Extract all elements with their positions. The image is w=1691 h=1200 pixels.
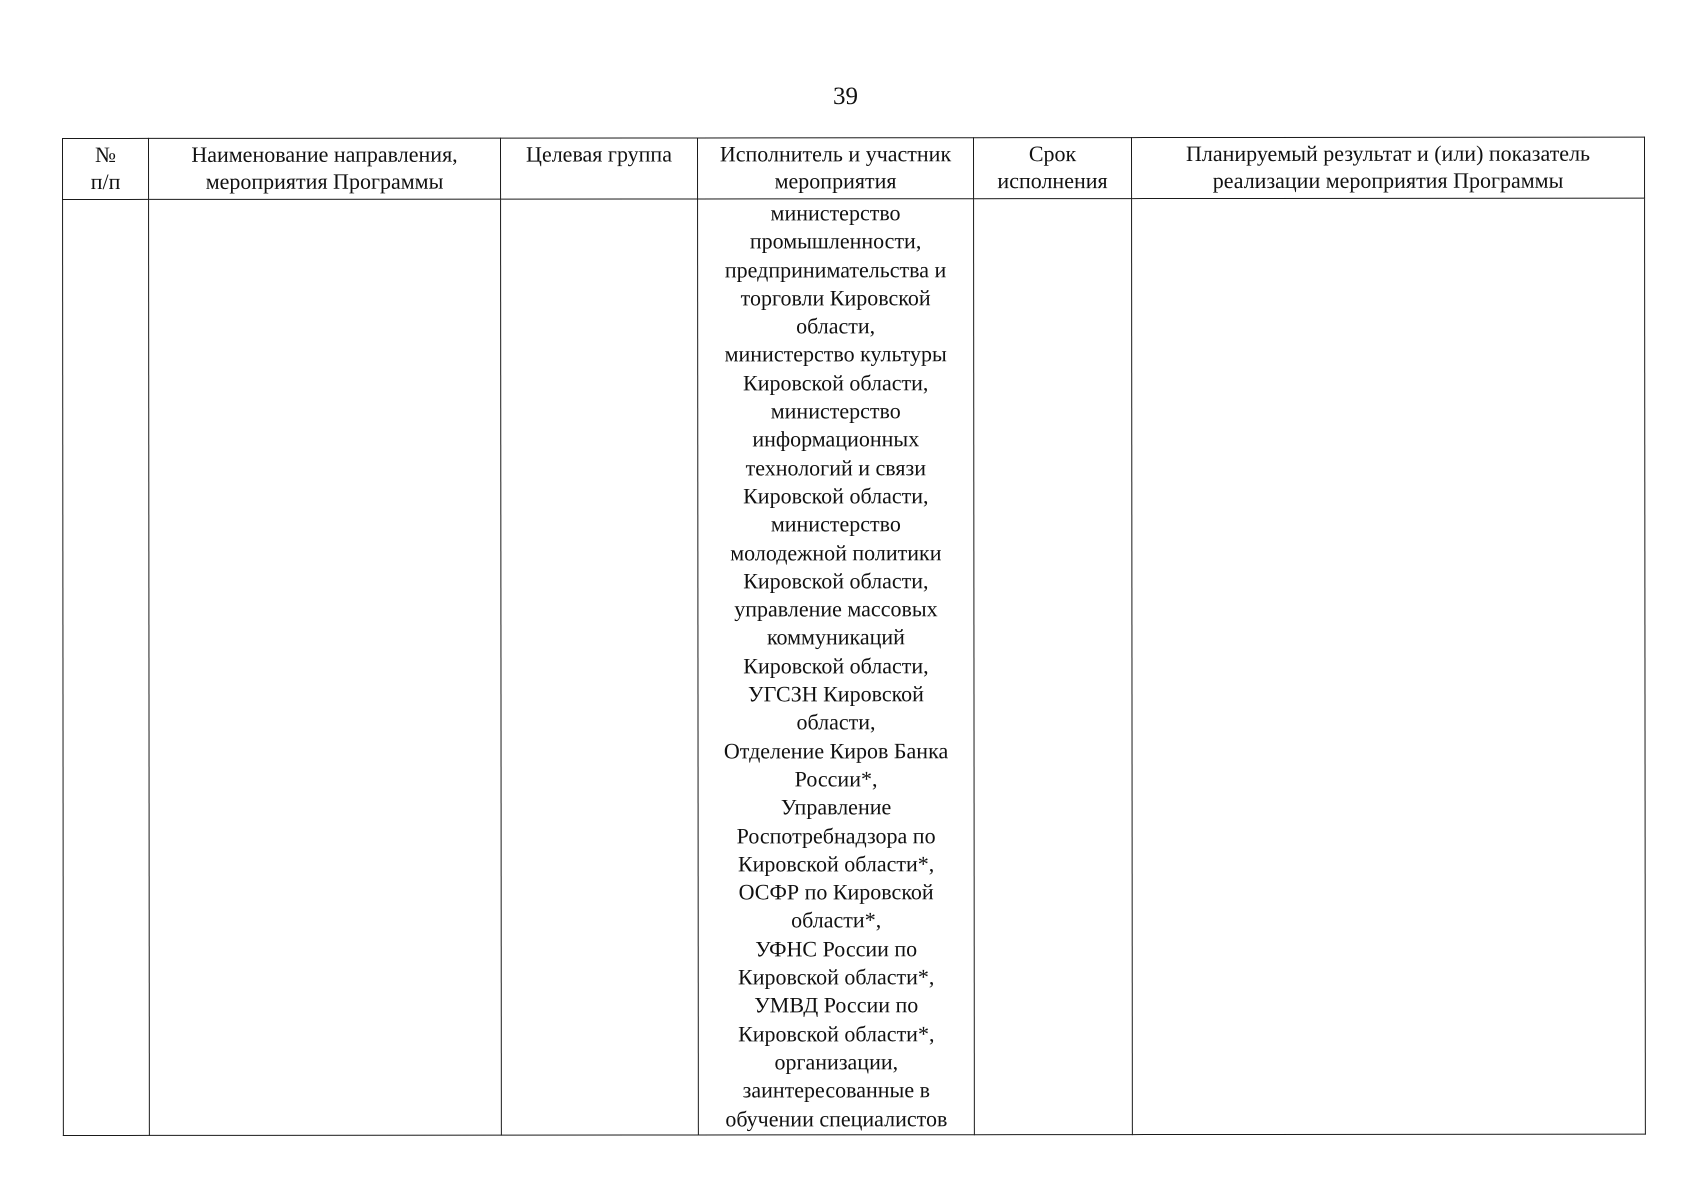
header-target-group [501,138,698,199]
executor-line: области*, [791,907,882,933]
executor-line: молодежной политики [730,539,942,565]
executor-line: технологий и связи [745,454,926,481]
executor-line: области, [796,709,876,735]
header-line: исполнения [997,168,1108,194]
header-line: Исполнитель и участник [719,141,952,167]
executor-line: Роспотребнадзора по [736,822,936,848]
executor-line: предпринимательства и [724,256,947,283]
header-measure-name [149,138,501,199]
header-line: мероприятия Программы [205,168,444,194]
executor-line: Отделение Киров Банка [723,737,949,764]
cell-number [63,199,150,1135]
executor-line: Кировской области, [743,483,929,509]
header-line: № [95,141,117,167]
executor-line: Кировской области*, [737,851,935,877]
executor-line: УФНС России по [755,935,918,962]
executor-line: коммуникаций [766,624,905,650]
header-line: Планируемый результат и (или) показатель [1185,140,1591,167]
header-line: Срок [1028,141,1077,167]
cell-term [974,199,1133,1135]
header-line: Наименование направления, [191,141,458,167]
table-row [63,198,1646,1135]
executor-line: ОСФР по Кировской [738,879,934,905]
executor-line: Управление [780,794,892,820]
executor-line: заинтересованные в [742,1077,930,1103]
executor-line: управление массовых [734,596,938,622]
page-number: 39 [833,83,858,110]
header-executor [698,138,974,199]
executor-line: министерство [770,398,901,424]
header-line: мероприятия [774,168,897,194]
executor-line: информационных [752,426,920,452]
header-term [974,138,1132,199]
executor-line: министерство [770,200,901,226]
executor-line: Кировской области, [743,652,929,679]
executor-line: УМВД России по [754,992,919,1018]
header-line: реализации мероприятия Программы [1212,167,1564,193]
table-header-row [63,137,1645,199]
program-measures-table [62,137,1646,1136]
cell-result [1132,198,1646,1134]
executor-line: министерство [770,511,901,537]
header-line: Целевая группа [526,141,672,167]
executor-line: Кировской области, [743,370,929,396]
executor-line: министерство культуры [724,341,947,367]
executor-line: УГСЗН Кировской [748,681,924,707]
cell-executor [698,199,975,1135]
cell-measure-name [149,199,502,1135]
executor-line: Кировской области*, [738,964,935,990]
executor-line: организации, [774,1049,899,1075]
executor-line: Кировской области*, [738,1020,935,1047]
header-result [1132,137,1645,198]
executor-line: обучении специалистов [725,1105,948,1131]
executor-line: России*, [794,766,878,792]
cell-target-group [501,199,699,1135]
executor-line: промышленности, [749,228,922,254]
header-number [63,138,149,199]
executor-line: торговли Кировской [740,285,931,311]
executor-line: Кировской области, [743,568,929,594]
header-line: п/п [90,168,121,194]
executor-line: области, [796,313,876,339]
